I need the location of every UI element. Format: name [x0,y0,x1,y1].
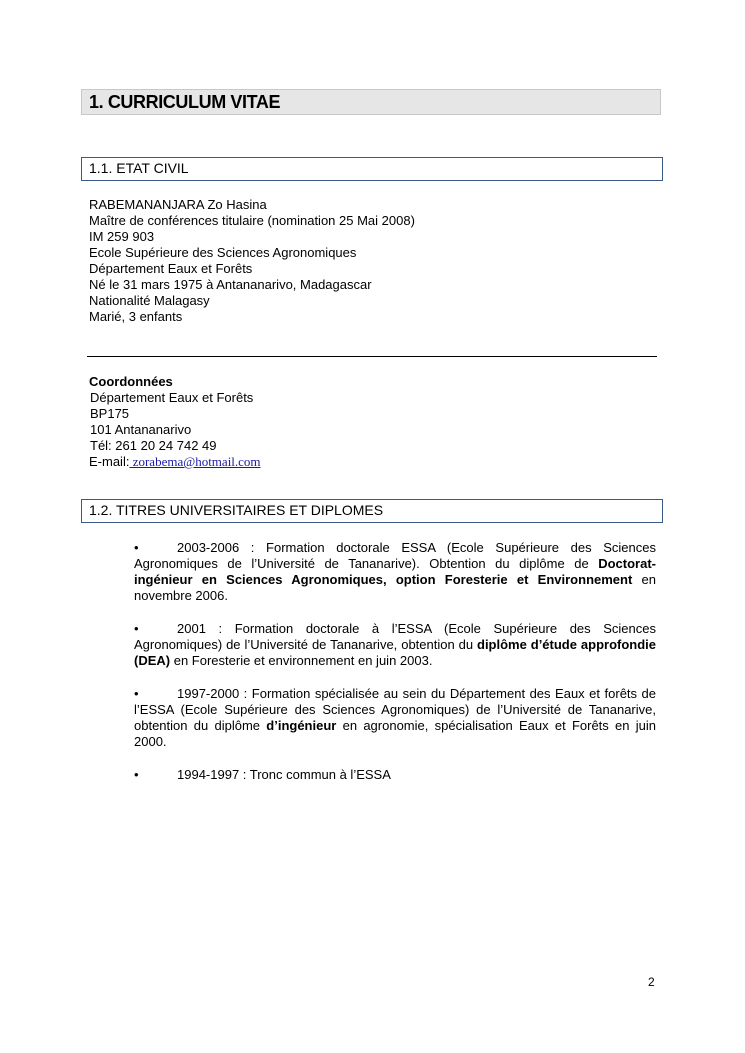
phone: Tél: 261 20 24 742 49 [90,438,217,453]
item-text: 1994-1997 : Tronc commun à l’ESSA [177,767,391,782]
item-text: 2001 : Formation doctorale à l’ESSA (Ecole Supérieure des Sciences Agronomiques) de l’Université de Tananarive, obtention du [134,621,656,652]
divider [87,356,657,357]
list-item [134,540,656,604]
section-heading-titres: 1.2. TITRES UNIVERSITAIRES ET DIPLOMES [81,499,663,523]
item-text-end: en Foresterie et environnement en juin 2003. [170,653,433,668]
marital-status: Marié, 3 enfants [89,309,183,324]
registration-number: IM 259 903 [89,229,155,244]
full-name: RABEMANANJARA Zo Hasina [89,197,267,212]
etat-civil-details [89,197,415,325]
item-text-end: en novembre 2006. [134,572,656,603]
item-text-end: en agronomie, spécialisation Eaux et Forêts en juin 2000. [134,718,657,749]
bullet-icon: • [134,621,139,636]
school: Ecole Supérieure des Sciences Agronomiques [89,245,357,260]
diploma-list [134,540,656,800]
section-heading-etat-civil: 1.1. ETAT CIVIL [81,157,663,181]
email-label: E-mail: [89,454,130,469]
item-text: 2003-2006 : Formation doctorale ESSA (Ecole Supérieure des Sciences Agronomiques de l’Université de Tananarive). Obtention du diplôme de [134,540,656,571]
coordonnees-block [89,374,261,470]
page-title: 1. CURRICULUM VITAE [81,89,661,115]
email-link[interactable]: zorabema@hotmail.com [129,454,261,469]
list-item [134,767,656,783]
bullet-icon: • [134,686,139,701]
item-text: 1997-2000 : Formation spécialisée au sein du Département des Eaux et forêts de l’ESSA (Ecole Supérieure des Sciences Agronomiques) de l’Université de Tananarive, obtention du diplôme [134,686,656,733]
list-item [134,686,656,750]
address-po-box: BP175 [90,406,130,421]
bullet-icon: • [134,767,139,782]
bullet-icon: • [134,540,139,555]
list-item [134,621,656,669]
item-bold-text: diplôme d’étude approfondie (DEA) [134,637,656,668]
job-title: Maître de conférences titulaire (nomination 25 Mai 2008) [89,213,415,228]
email-line [89,454,261,470]
address-department: Département Eaux et Forêts [90,390,254,405]
coordonnees-heading: Coordonnées [89,374,173,389]
birth-info: Né le 31 mars 1975 à Antananarivo, Madagascar [89,277,372,292]
item-bold-text: Doctorat-ingénieur en Sciences Agronomiques, option Foresterie et Environnement [134,556,656,587]
item-bold-text: d’ingénieur [266,718,337,733]
page-number: 2 [648,975,655,989]
nationality: Nationalité Malagasy [89,293,210,308]
department: Département Eaux et Forêts [89,261,253,276]
address-city: 101 Antananarivo [90,422,192,437]
